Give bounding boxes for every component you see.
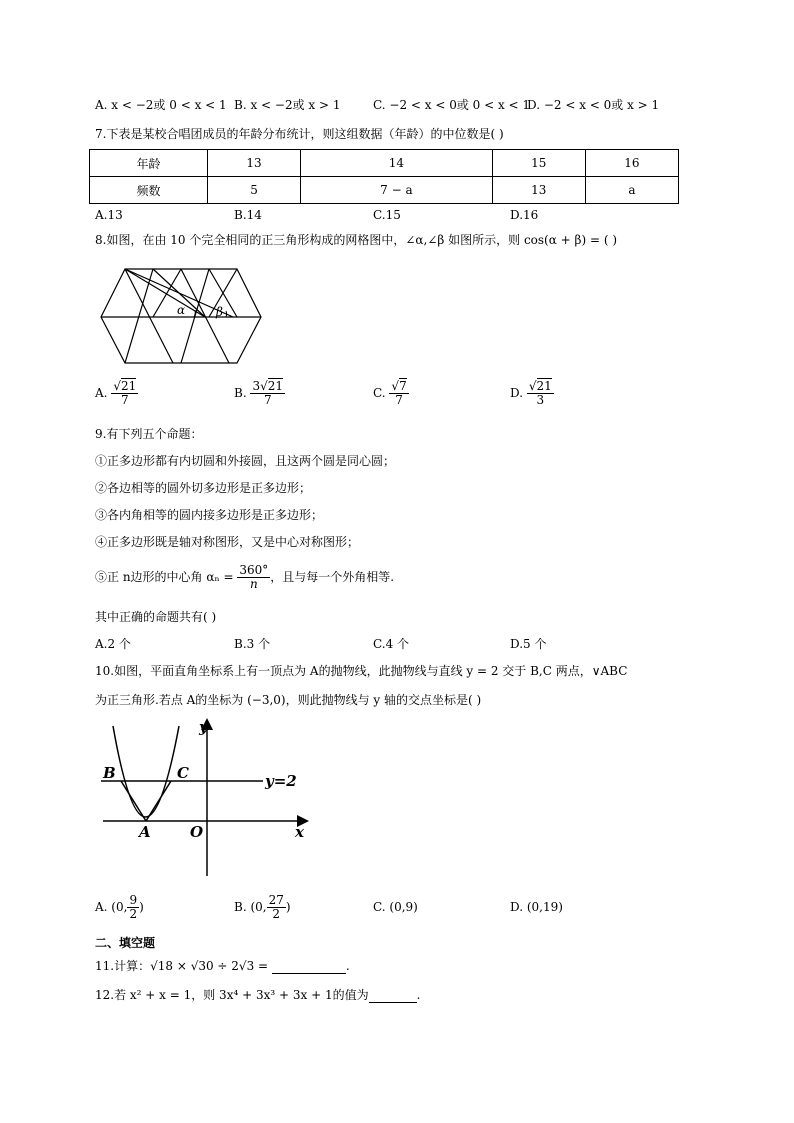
line-label: y=2 bbox=[265, 772, 297, 790]
table-cell: 13 bbox=[208, 150, 301, 177]
q10-option-d: D. (0,19) bbox=[510, 900, 563, 914]
table-cell: 7 − a bbox=[301, 177, 493, 204]
table-cell: 13 bbox=[492, 177, 585, 204]
q8-option-c: C. $\frac{√7}{7}$ bbox=[373, 379, 407, 407]
q10-stem-line1: 10.如图，平面直角坐标系上有一顶点为 A的抛物线，此抛物线与直线 y = 2 交于 B,C 两点，∨ABC bbox=[95, 664, 628, 678]
q10-option-a: A. (0, $\frac{9}{2}$ ) bbox=[95, 893, 144, 921]
q9-item-2: ②各边相等的圆外切多边形是正多边形； bbox=[95, 481, 312, 495]
q10-option-c: C. (0,9) bbox=[373, 900, 418, 914]
table-cell: a bbox=[585, 177, 678, 204]
q9-item-4: ④正多边形既是轴对称图形，又是中心对称图形； bbox=[95, 535, 360, 549]
q6-option-d: D. −2 < x < 0或 x > 1 bbox=[527, 98, 660, 112]
table-cell-label: 频数 bbox=[90, 177, 208, 204]
table-cell: 5 bbox=[208, 177, 301, 204]
q12: 12.若 x² + x = 1，则 3x⁴ + 3x³ + 3x + 1的值为 . bbox=[95, 988, 421, 1002]
beta-label: β bbox=[216, 305, 223, 319]
q7-option-a: A.13 bbox=[95, 208, 123, 222]
table-cell: 16 bbox=[585, 150, 678, 177]
q9-option-c: C.4 个 bbox=[373, 637, 410, 651]
q8-option-b: B. $\frac{3√21}{7}$ bbox=[234, 379, 284, 407]
answer-blank[interactable] bbox=[272, 959, 346, 974]
q7-option-c: C.15 bbox=[373, 208, 401, 222]
point-b-label: B bbox=[103, 764, 116, 782]
q7-option-b: B.14 bbox=[234, 208, 262, 222]
q6-option-b: B. x < −2或 x > 1 bbox=[234, 98, 341, 112]
parabola-figure bbox=[95, 718, 320, 880]
table-row bbox=[90, 150, 679, 177]
q8-option-d: D. $\frac{√21}{3}$ bbox=[510, 379, 552, 407]
q6-option-a: A. x < −2或 0 < x < 1 bbox=[95, 98, 227, 112]
q10-option-b: B. (0, $\frac{27}{2}$ ) bbox=[234, 893, 291, 921]
q8-stem: 8.如图，在由 10 个完全相同的正三角形构成的网格图中，∠α,∠β 如图所示，则 cos(α + β) = ( ) bbox=[95, 233, 617, 247]
q8-option-a: A. $\frac{√21}{7}$ bbox=[95, 379, 137, 407]
q10-stem-line2: 为正三角形.若点 A的坐标为 (−3,0)，则此抛物线与 y 轴的交点坐标是( ) bbox=[95, 693, 482, 707]
table-row bbox=[90, 177, 679, 204]
table-cell: 14 bbox=[301, 150, 493, 177]
q9-item-3: ③各内角相等的圆内接多边形是正多边形； bbox=[95, 508, 324, 522]
x-axis-label: x bbox=[295, 823, 304, 841]
point-a-label: A bbox=[139, 823, 151, 841]
q7-stem: 7.下表是某校合唱团成员的年龄分布统计，则这组数据（年龄）的中位数是( ) bbox=[95, 127, 504, 141]
q9-option-b: B.3 个 bbox=[234, 637, 271, 651]
q9-question: 其中正确的命题共有( ) bbox=[95, 610, 217, 624]
section-title: 二、填空题 bbox=[95, 936, 156, 950]
answer-blank[interactable] bbox=[369, 988, 417, 1003]
q9-item-1: ①正多边形都有内切圆和外接圆，且这两个圆是同心圆； bbox=[95, 454, 396, 468]
q9-item-5: ⑤正 n边形的中心角 αₙ = $\frac{360^\circ}{n}$ ，且与每一个外角相等. bbox=[95, 563, 395, 591]
point-c-label: C bbox=[177, 764, 189, 782]
q9-stem: 9.有下列五个命题： bbox=[95, 427, 203, 441]
origin-label: O bbox=[190, 823, 204, 841]
triangle-grid-figure bbox=[95, 265, 265, 365]
alpha-label: α bbox=[177, 303, 186, 317]
table-cell: 15 bbox=[492, 150, 585, 177]
q9-option-d: D.5 个 bbox=[510, 637, 547, 651]
y-axis-label: y bbox=[199, 718, 208, 736]
q11: 11.计算：√18 × √30 ÷ 2√3 = . bbox=[95, 959, 350, 973]
q9-option-a: A.2 个 bbox=[95, 637, 131, 651]
q7-option-d: D.16 bbox=[510, 208, 539, 222]
table-cell-label: 年龄 bbox=[90, 150, 208, 177]
q6-option-c: C. −2 < x < 0或 0 < x < 1 bbox=[373, 98, 531, 112]
age-table bbox=[89, 149, 679, 204]
